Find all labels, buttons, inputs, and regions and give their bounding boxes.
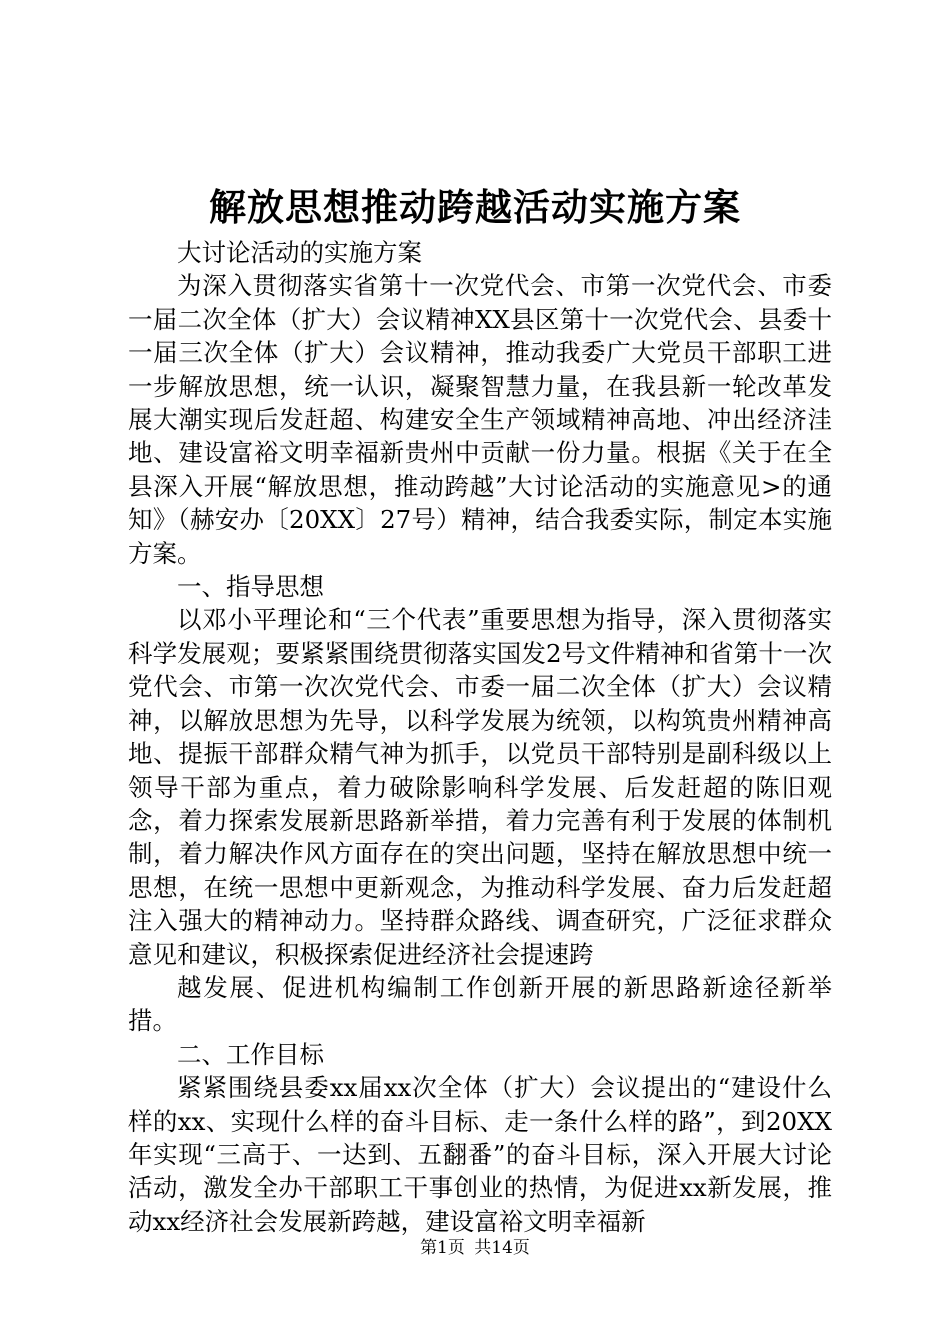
document-title: 解放思想推动跨越活动实施方案 <box>209 185 741 229</box>
paragraph-guiding-thought: 以邓小平理论和“三个代表”重要思想为指导，深入贯彻落实科学发展观；要紧紧围绕贯彻落实国发2号文件精神和省第十一次党代会、市第一次次党代会、市委一届二次全体（扩大）会议精神，以解放思想为先导，以科学发展为统领，以构筑贵州精神高地、提振干部群众精气神为抓手，以党员干部特别是副科级以上领导干部为重点，着力破除影响科学发展、后发赶超的陈旧观念，着力探索发展新思路新举措，着力完善有利于发展的体制机制，着力解决作风方面存在的突出问题，坚持在解放思想中统一思想，在统一思想中更新观念，为推动科学发展、奋力后发赶超注入强大的精神动力。坚持群众路线、调查研究，广泛征求群众意见和建议，积极探索促进经济社会提速跨 <box>128 605 832 969</box>
page-total: 共14页 <box>474 1238 530 1258</box>
section-heading-work-goals: 二、工作目标 <box>177 1039 324 1069</box>
section-heading-guiding-thought: 一、指导思想 <box>177 572 324 602</box>
page-number: 第1页 <box>420 1238 465 1258</box>
paragraph-work-goals: 紧紧围绕县委xx届xx次全体（扩大）会议提出的“建设什么样的xx、实现什么样的奋斗目标、走一条什么样的路”，到20XX年实现“三高于、一达到、五翻番”的奋斗目标，深入开展大讨论活动，激发全办干部职工干事创业的热情，为促进xx新发展，推动xx经济社会发展新跨越，建设富裕文明幸福新 <box>128 1073 832 1236</box>
paragraph-guiding-thought-cont: 越发展、促进机构编制工作创新开展的新思路新途径新举措。 <box>128 972 832 1036</box>
paragraph-subtitle: 大讨论活动的实施方案 <box>177 238 422 267</box>
page-footer <box>0 1236 950 1260</box>
document-body <box>128 236 832 1238</box>
paragraph-intro: 为深入贯彻落实省第十一次党代会、市第一次党代会、市委一届二次全体（扩大）会议精神XX县区第十一次党代会、县委十一届三次全体（扩大）会议精神，推动我委广大党员干部职工进一步解放思想，统一认识，凝聚智慧力量，在我县新一轮改革发展大潮实现后发赶超、构建安全生产领域精神高地、冲出经济洼地、建设富裕文明幸福新贵州中贡献一份力量。根据《关于在全县深入开展“解放思想，推动跨越”大讨论活动的实施意见>的通知》（赫安办〔20XX〕27号）精神，结合我委实际，制定本实施方案。 <box>128 271 832 568</box>
